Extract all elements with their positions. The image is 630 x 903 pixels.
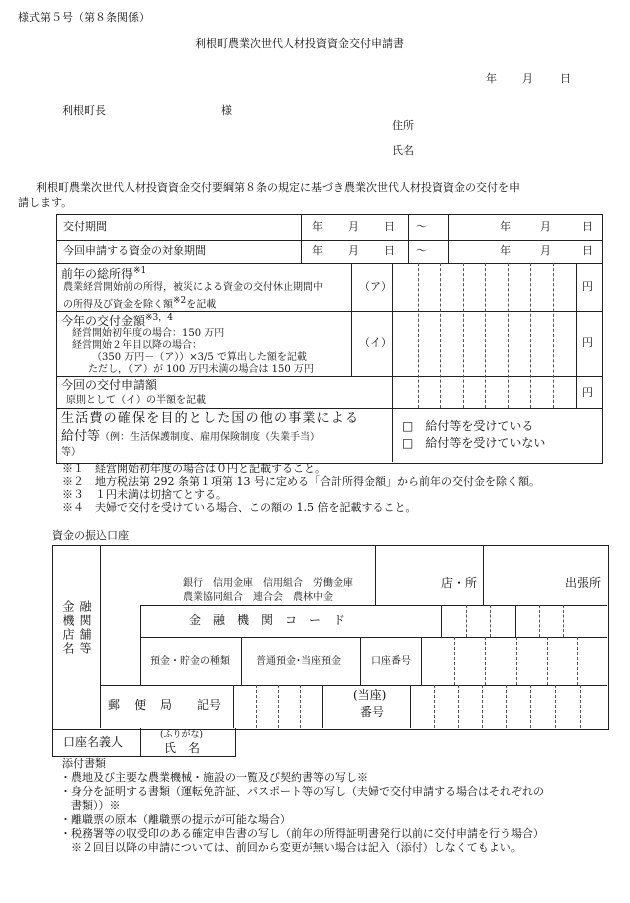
target-period-start-day[interactable]: 日 bbox=[384, 244, 395, 257]
institution-types-line2: 農業協同組合 連合会 農林中金 bbox=[183, 592, 333, 603]
other-benefits-text1: 生活費の確保を目的とした国の他の事業による bbox=[61, 411, 360, 426]
form-number: 様式第５号（第８条関係） bbox=[18, 11, 150, 24]
current-grant-note3: （350 万円－（ア））×3/5 で算出した額を記載 bbox=[92, 352, 307, 363]
date-month-label: 月 bbox=[522, 72, 533, 85]
grant-period-end-year[interactable]: 年 bbox=[500, 220, 511, 233]
target-period-label: 今回申請する資金の対象期間 bbox=[63, 244, 206, 257]
attachment-item: ・農地及び主要な農業機械・施設の一覧及び契約書等の写し※ bbox=[60, 771, 368, 784]
account-holder-label: 口座名義人 bbox=[63, 735, 124, 749]
prev-income-note2: の所得及び資金を除く額$^{※2}$を記載 bbox=[63, 296, 217, 311]
sub-branch-label: 出張所 bbox=[565, 576, 602, 590]
current-grant-note4: ただし，（ア）が 100 万円未満の場合は 150 万円 bbox=[88, 364, 314, 375]
date-day-label: 日 bbox=[560, 72, 571, 85]
footnote-1: ※１ 経営開始初年度の場合は０円と記載すること。 bbox=[62, 462, 326, 475]
account-number-label: 口座番号 bbox=[371, 656, 411, 667]
branch-label: 店・所 bbox=[441, 576, 478, 590]
grant-period-tilde: ～ bbox=[416, 220, 427, 233]
grant-period-end-day[interactable]: 日 bbox=[582, 220, 593, 233]
furigana-label: (ふりがな) bbox=[160, 730, 204, 740]
footnote-2: ※２ 地方税法第 292 条第１項第 13 号に定める「合計所得金額」から前年の交付金を除く額。 bbox=[62, 475, 540, 488]
prev-income-title: 前年の総所得$^{※1}$ bbox=[61, 266, 147, 281]
grant-period-start-month[interactable]: 月 bbox=[348, 220, 359, 233]
grant-period-start-day[interactable]: 日 bbox=[384, 220, 395, 233]
other-benefits-text3: 等） bbox=[61, 447, 81, 458]
current-grant-note1: 経営開始初年度の場合：150 万円 bbox=[72, 328, 225, 339]
target-period-start-month[interactable]: 月 bbox=[348, 244, 359, 257]
bank-code-label: 金 融 機 関 コ ー ド bbox=[189, 613, 346, 627]
bank-name-field[interactable] bbox=[102, 548, 372, 603]
attachment-item: 書類））※ bbox=[60, 799, 121, 812]
request-amount-note: 原則として（イ）の半額を記載 bbox=[66, 395, 206, 406]
institution-types-line1: 銀行 信用金庫 信用組合 労働金庫 bbox=[183, 578, 353, 589]
request-amount-field[interactable] bbox=[394, 379, 574, 406]
form-title: 利根町農業次世代人材投資資金交付申請書 bbox=[195, 37, 404, 50]
intro-text-line2: 請します。 bbox=[18, 196, 73, 209]
grant-period-label: 交付期間 bbox=[63, 220, 107, 233]
addressee-honorific: 様 bbox=[221, 104, 232, 117]
attachments-title: 添付書類 bbox=[62, 757, 106, 770]
grant-period-end-month[interactable]: 月 bbox=[540, 220, 551, 233]
request-amount-yen: 円 bbox=[582, 386, 593, 399]
prev-income-yen: 円 bbox=[582, 280, 593, 293]
current-grant-mark-i: （イ） bbox=[359, 336, 392, 349]
prev-income-footnote-ref: ※1 bbox=[133, 266, 147, 276]
footnote-4: ※４ 夫婦で交付を受けている場合、この額の 1.5 倍を記載すること。 bbox=[62, 501, 417, 514]
target-period-end-month[interactable]: 月 bbox=[540, 244, 551, 257]
current-account-label: (当座) bbox=[353, 688, 387, 702]
bank-section-title: 資金の振込口座 bbox=[52, 529, 129, 542]
attachment-note: ※２回目以降の申請については、前回から変更が無い場合は記入（添付）しなくてもよい。 bbox=[60, 841, 522, 854]
name-label: 氏名 bbox=[392, 144, 414, 157]
target-period-end-day[interactable]: 日 bbox=[582, 244, 593, 257]
intro-text-line1: 利根町農業次世代人材投資資金交付要綱第８条の規定に基づき農業次世代人材投資資金の交付を申 bbox=[36, 181, 520, 194]
holder-name-label: 氏 名 bbox=[164, 741, 201, 755]
addressee-mayor: 利根町長 bbox=[62, 104, 106, 117]
current-grant-note2: 経営開始２年目以降の場合： bbox=[72, 340, 202, 351]
current-grant-yen: 円 bbox=[582, 336, 593, 349]
current-grant-title: 今年の交付金額$^{※3,4}$ bbox=[61, 313, 174, 328]
benefits-receiving-checkbox[interactable]: □ 給付等を受けている bbox=[402, 419, 534, 433]
grant-period-start-year[interactable]: 年 bbox=[312, 220, 323, 233]
date-year-label: 年 bbox=[486, 72, 497, 85]
attachment-item: ・税務署等の収受印のある確定申告書の写し（前年の所得証明書発行以前に交付申請を行う場合） bbox=[60, 827, 544, 840]
prev-income-mark-a: （ア） bbox=[359, 280, 392, 293]
prev-income-note1: 農業経営開始前の所得，被災による資金の交付休止期間中 bbox=[63, 282, 323, 293]
address-label: 住所 bbox=[392, 119, 414, 132]
attachment-item: ・身分を証明する書類（運転免許証、パスポート等の写し（夫婦で交付申請する場合はそれぞれの bbox=[60, 785, 544, 798]
bank-label-col2: 融関舗等 bbox=[78, 600, 92, 656]
deposit-type-label: 預金・貯金の種類 bbox=[150, 656, 230, 667]
postal-number-label: 番号 bbox=[360, 705, 385, 719]
deposit-type-options[interactable]: 普通預金･当座預金 bbox=[256, 656, 341, 667]
bank-label-col1: 金機店名 bbox=[61, 600, 75, 656]
post-office-label: 郵 便 局 bbox=[108, 698, 174, 712]
target-period-start-year[interactable]: 年 bbox=[312, 244, 323, 257]
target-period-tilde: ～ bbox=[416, 244, 427, 257]
footnote-3: ※３ １円未満は切捨てとする。 bbox=[62, 488, 227, 501]
postal-symbol-label: 記号 bbox=[197, 698, 222, 712]
prev-income-amount-field[interactable] bbox=[394, 266, 574, 308]
request-amount-title: 今回の交付申請額 bbox=[61, 378, 158, 392]
account-number-field[interactable] bbox=[423, 639, 605, 683]
attachment-item: ・離職票の原本（離職票の提示が可能な場合） bbox=[60, 813, 291, 826]
other-benefits-text2: 給付等（例：生活保護制度、雇用保険制度（失業手当） bbox=[61, 429, 321, 444]
bank-code-field[interactable] bbox=[443, 607, 605, 635]
current-grant-amount-field[interactable] bbox=[394, 314, 574, 374]
benefits-not-receiving-checkbox[interactable]: □ 給付等を受けていない bbox=[402, 436, 546, 450]
target-period-end-year[interactable]: 年 bbox=[500, 244, 511, 257]
